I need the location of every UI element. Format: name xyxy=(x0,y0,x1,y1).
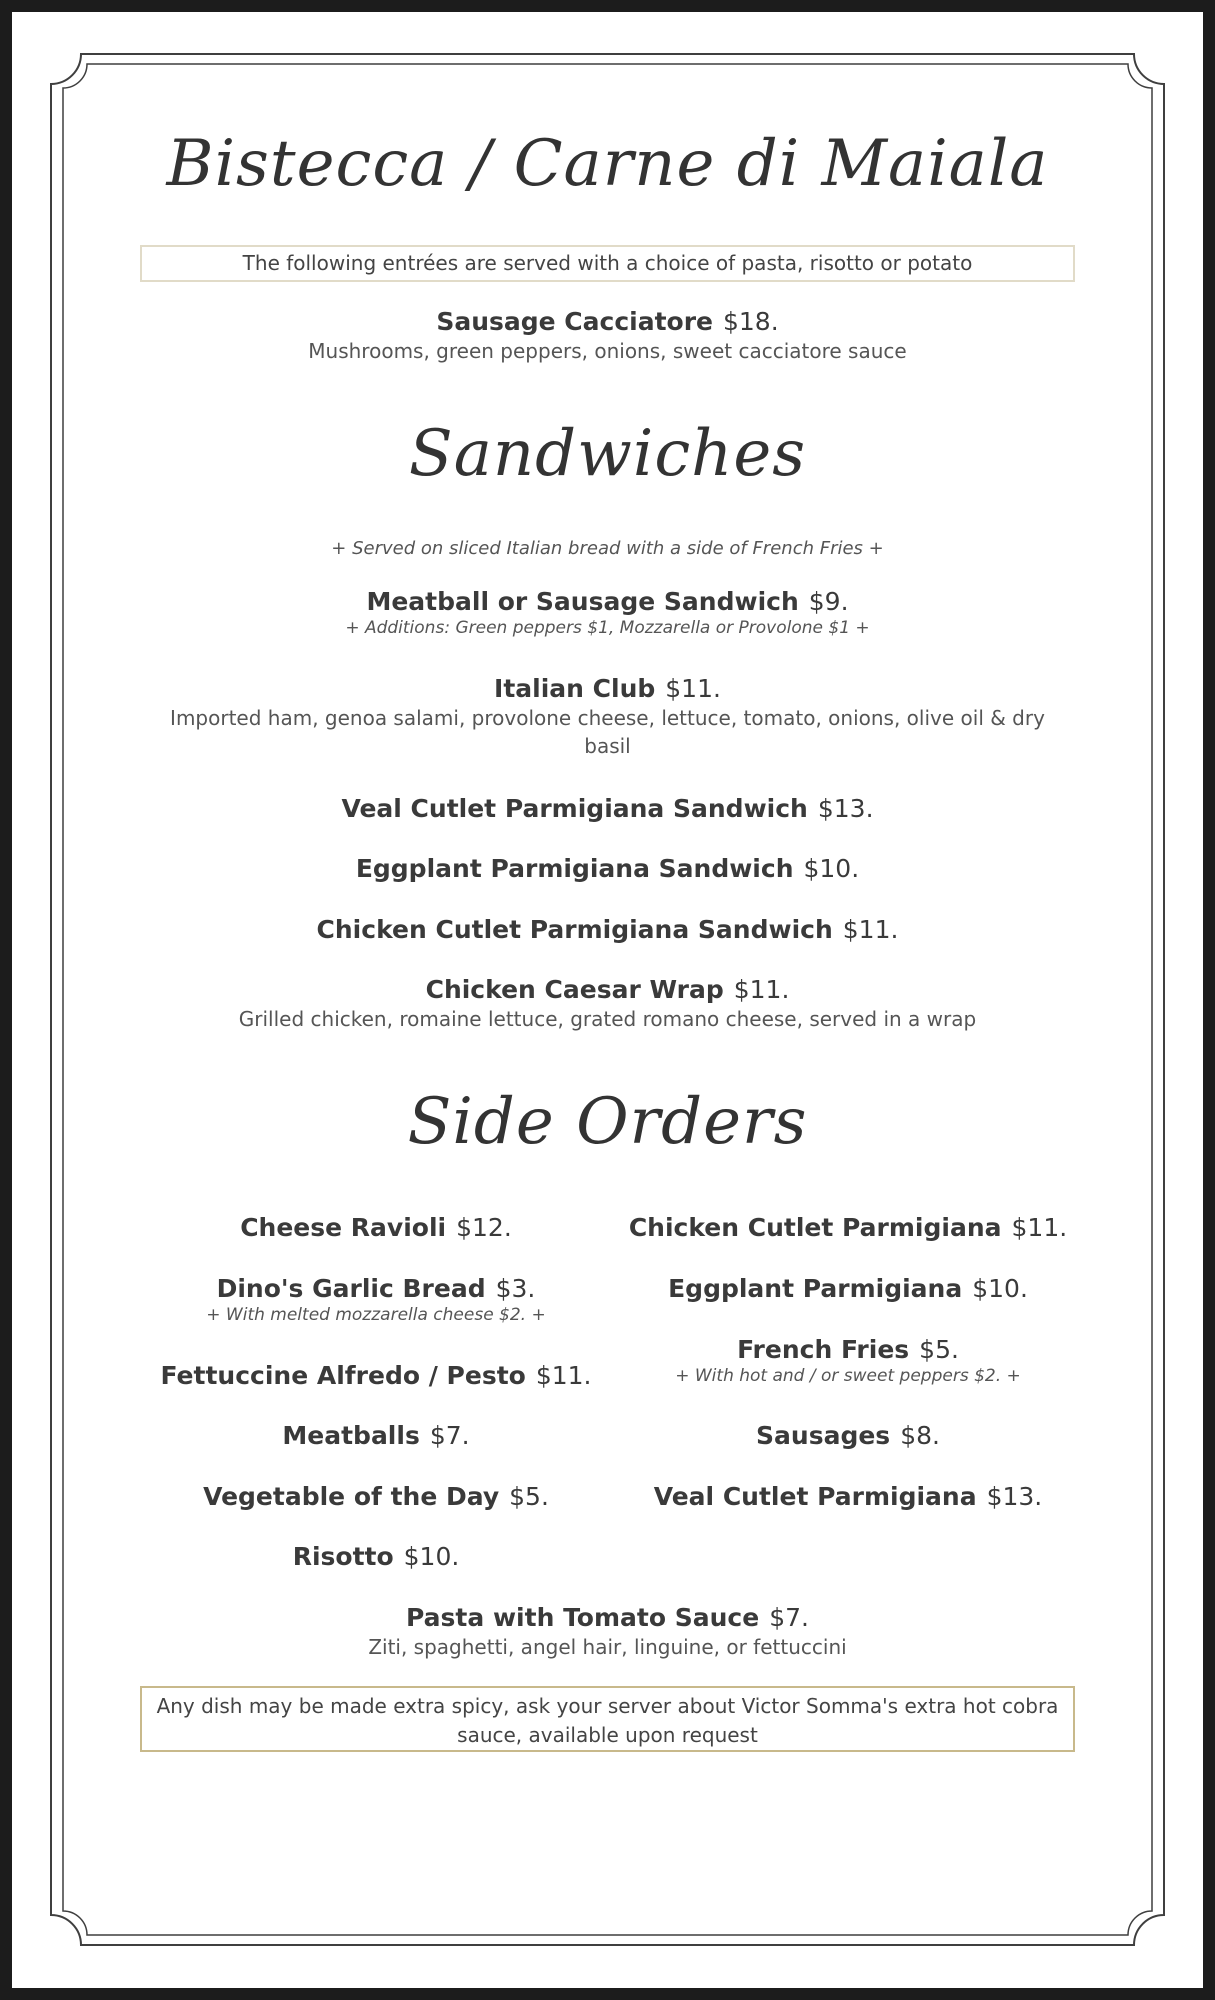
item-price: $18. xyxy=(723,307,779,336)
item-name: Sausage Cacciatore xyxy=(436,307,713,336)
item-price: $10. xyxy=(803,854,860,883)
item-name: Chicken Cutlet Parmigiana xyxy=(628,1213,1002,1242)
menu-item-veal-cutlet-parmigiana xyxy=(598,1481,1098,1512)
item-price: $10. xyxy=(972,1274,1028,1303)
item-price: $10. xyxy=(403,1542,460,1571)
item-description: Mushrooms, green peppers, onions, sweet cacciatore sauce xyxy=(308,339,907,364)
menu-item-veal-cutlet-sandwich xyxy=(62,793,1153,824)
item-price: $13. xyxy=(817,794,874,823)
item-additions: + Additions: Green peppers $1, Mozzarella or Provolone $1 + xyxy=(345,618,870,639)
menu-item-vegetable-of-the-day xyxy=(126,1481,626,1512)
menu-item-sausage-cacciatore xyxy=(62,306,1153,365)
item-price: $7. xyxy=(429,1421,470,1450)
item-name: Vegetable of the Day xyxy=(203,1482,500,1511)
item-name: French Fries xyxy=(737,1335,910,1364)
item-price: $8. xyxy=(900,1421,940,1450)
item-name: Chicken Caesar Wrap xyxy=(425,975,724,1004)
menu-item-chicken-caesar-wrap xyxy=(62,974,1153,1033)
item-price: $5. xyxy=(509,1482,549,1511)
item-price: $3. xyxy=(495,1274,536,1303)
item-description: Ziti, spaghetti, angel hair, linguine, or fettuccini xyxy=(368,1635,847,1660)
item-name: Eggplant Parmigiana Sandwich xyxy=(355,854,794,883)
menu-item-french-fries xyxy=(598,1334,1098,1389)
item-name: Veal Cutlet Parmigiana Sandwich xyxy=(341,794,808,823)
item-price: $11. xyxy=(1011,1213,1068,1242)
item-price: $13. xyxy=(986,1482,1043,1511)
menu-item-sausages xyxy=(598,1420,1098,1451)
item-name: Sausages xyxy=(756,1421,891,1450)
section-title-sandwiches: Sandwiches xyxy=(408,417,807,491)
item-name: Meatballs xyxy=(282,1421,420,1450)
spicy-notice: Any dish may be made extra spicy, ask your server about Victor Somma's extra hot cobra sauce, available upon request xyxy=(140,1686,1075,1752)
item-additions: + With melted mozzarella cheese $2. + xyxy=(206,1305,546,1326)
menu-item-eggplant-sandwich xyxy=(62,853,1153,884)
sandwiches-served-note: + Served on sliced Italian bread with a side of French Fries + xyxy=(331,538,884,559)
item-price: $9. xyxy=(808,587,849,616)
menu-item-risotto xyxy=(126,1541,626,1572)
served-with-notice: The following entrées are served with a choice of pasta, risotto or potato xyxy=(140,245,1075,282)
menu-item-garlic-bread xyxy=(126,1273,626,1328)
item-price: $7. xyxy=(769,1603,809,1632)
menu-item-chicken-cutlet-parmigiana xyxy=(598,1212,1098,1243)
menu-page xyxy=(12,12,1203,1988)
menu-item-pasta-tomato-sauce xyxy=(62,1602,1153,1661)
item-name: Italian Club xyxy=(494,674,656,703)
item-name: Veal Cutlet Parmigiana xyxy=(653,1482,977,1511)
item-name: Fettuccine Alfredo / Pesto xyxy=(160,1361,526,1390)
item-price: $11. xyxy=(535,1361,592,1390)
item-description: Imported ham, genoa salami, provolone cheese, lettuce, tomato, onions, olive oil & dry basil xyxy=(170,706,1045,759)
menu-item-fettuccine xyxy=(126,1360,626,1391)
section-title-side-orders: Side Orders xyxy=(407,1085,808,1159)
item-name: Dino's Garlic Bread xyxy=(216,1274,486,1303)
menu-item-eggplant-parmigiana xyxy=(598,1273,1098,1304)
item-additions: + With hot and / or sweet peppers $2. + xyxy=(675,1366,1021,1387)
menu-item-meatball-sausage-sandwich xyxy=(62,586,1153,641)
item-description: Grilled chicken, romaine lettuce, grated romano cheese, served in a wrap xyxy=(238,1007,977,1032)
section-title-bistecca: Bistecca / Carne di Maiala xyxy=(166,127,1049,201)
item-price: $12. xyxy=(456,1213,512,1242)
item-name: Eggplant Parmigiana xyxy=(668,1274,963,1303)
item-name: Cheese Ravioli xyxy=(240,1213,447,1242)
item-price: $11. xyxy=(842,915,899,944)
item-name: Risotto xyxy=(292,1542,394,1571)
menu-item-meatballs xyxy=(126,1420,626,1451)
menu-item-cheese-ravioli xyxy=(126,1212,626,1243)
menu-item-italian-club xyxy=(152,673,1063,760)
item-name: Pasta with Tomato Sauce xyxy=(406,1603,760,1632)
item-name: Meatball or Sausage Sandwich xyxy=(366,587,799,616)
item-price: $11. xyxy=(733,975,790,1004)
item-name: Chicken Cutlet Parmigiana Sandwich xyxy=(316,915,833,944)
item-price: $5. xyxy=(919,1335,959,1364)
item-price: $11. xyxy=(665,674,721,703)
menu-item-chicken-cutlet-sandwich xyxy=(62,914,1153,945)
